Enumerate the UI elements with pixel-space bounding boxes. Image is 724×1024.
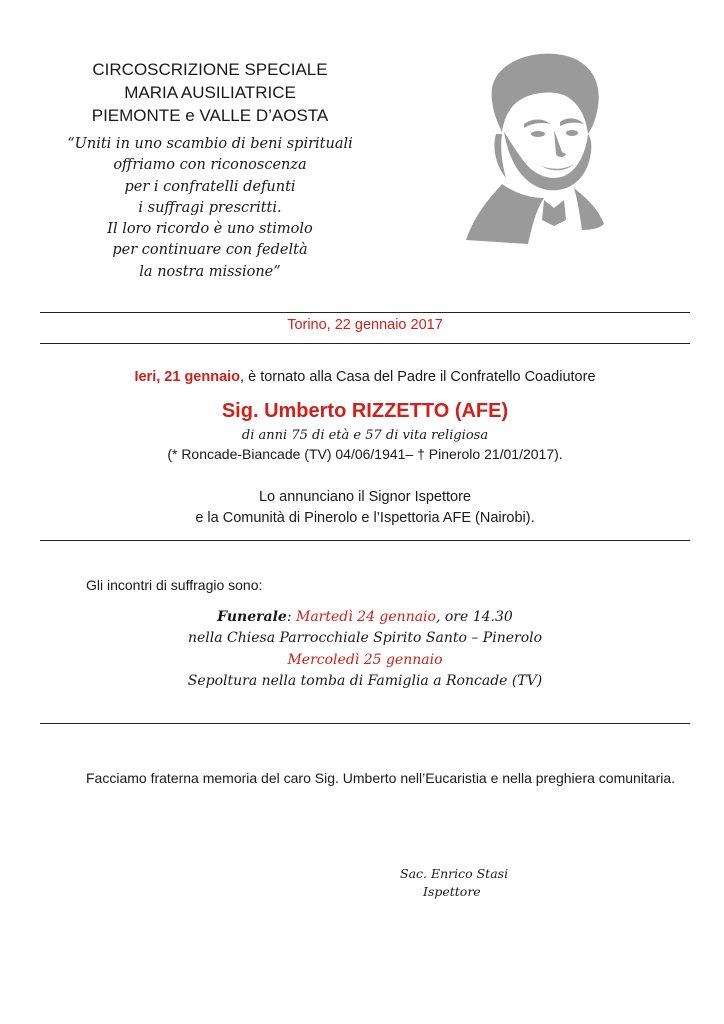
quote-line: la nostra missione” <box>139 263 281 280</box>
funeral-date: Martedì 24 gennaio <box>295 609 436 625</box>
portrait-illustration <box>462 48 612 244</box>
quote-line: Il loro ricordo è uno stimolo <box>107 221 313 238</box>
quote-line: offriamo con riconoscenza <box>113 157 307 174</box>
signature-name: Sac. Enrico Stasi <box>400 866 509 881</box>
funeral-colon: : <box>286 609 296 625</box>
announcement-text: , è tornato alla Casa del Padre il Confratello Coadiutore <box>240 369 596 385</box>
divider-line <box>40 540 690 541</box>
suffrage-intro: Gli incontri di suffragio sono: <box>86 577 263 593</box>
funeral-place: nella Chiesa Parrocchiale Spirito Santo – Pinerolo <box>187 630 543 646</box>
divider-line <box>40 343 690 344</box>
burial-place: Sepoltura nella tomba di Famiglia a Roncade (TV) <box>187 673 543 689</box>
quote-line: “Uniti in uno scambio di beni spirituali <box>67 136 353 152</box>
deceased-name: Sig. Umberto RIZZETTO (AFE) <box>221 400 509 422</box>
document-date: Torino, 22 gennaio 2017 <box>287 317 443 333</box>
funeral-label: Funerale <box>217 609 287 625</box>
death-date-highlight: Ieri, 21 gennaio <box>134 369 241 385</box>
org-line-2: MARIA AUSILIATRICE <box>124 83 296 102</box>
announcers-line-2: e la Comunità di Pinerolo e l’Ispettoria AFE (Nairobi). <box>195 510 535 526</box>
memorial-quote <box>60 134 360 283</box>
announcers-line-1: Lo annunciano il Signor Ispettore <box>258 489 471 505</box>
quote-line: per i confratelli defunti <box>124 178 296 195</box>
org-line-3: PIEMONTE e VALLE D’AOSTA <box>91 106 329 125</box>
funeral-line <box>40 609 690 625</box>
divider-line <box>40 723 690 724</box>
divider-line <box>40 312 690 313</box>
funeral-time: , ore 14.30 <box>435 609 513 625</box>
announcers <box>40 487 690 529</box>
org-line-1: CIRCOSCRIZIONE SPECIALE <box>92 60 328 79</box>
signature-role: Ispettore <box>423 884 481 899</box>
quote-line: per continuare con fedeltà <box>112 242 308 259</box>
memorial-text: Facciamo fraterna memoria del caro Sig. Umberto nell’Eucaristia e nella preghiera comunitaria. <box>86 770 676 786</box>
quote-line: i suffragi prescritti. <box>138 199 282 216</box>
age-line: di anni 75 di età e 57 di vita religiosa <box>241 428 489 443</box>
burial-date: Mercoledì 25 gennaio <box>287 652 443 668</box>
organization-name <box>60 58 360 127</box>
death-announcement <box>40 369 690 385</box>
birth-death-line: (* Roncade-Biancade (TV) 04/06/1941– † Pinerolo 21/01/2017). <box>167 446 563 462</box>
